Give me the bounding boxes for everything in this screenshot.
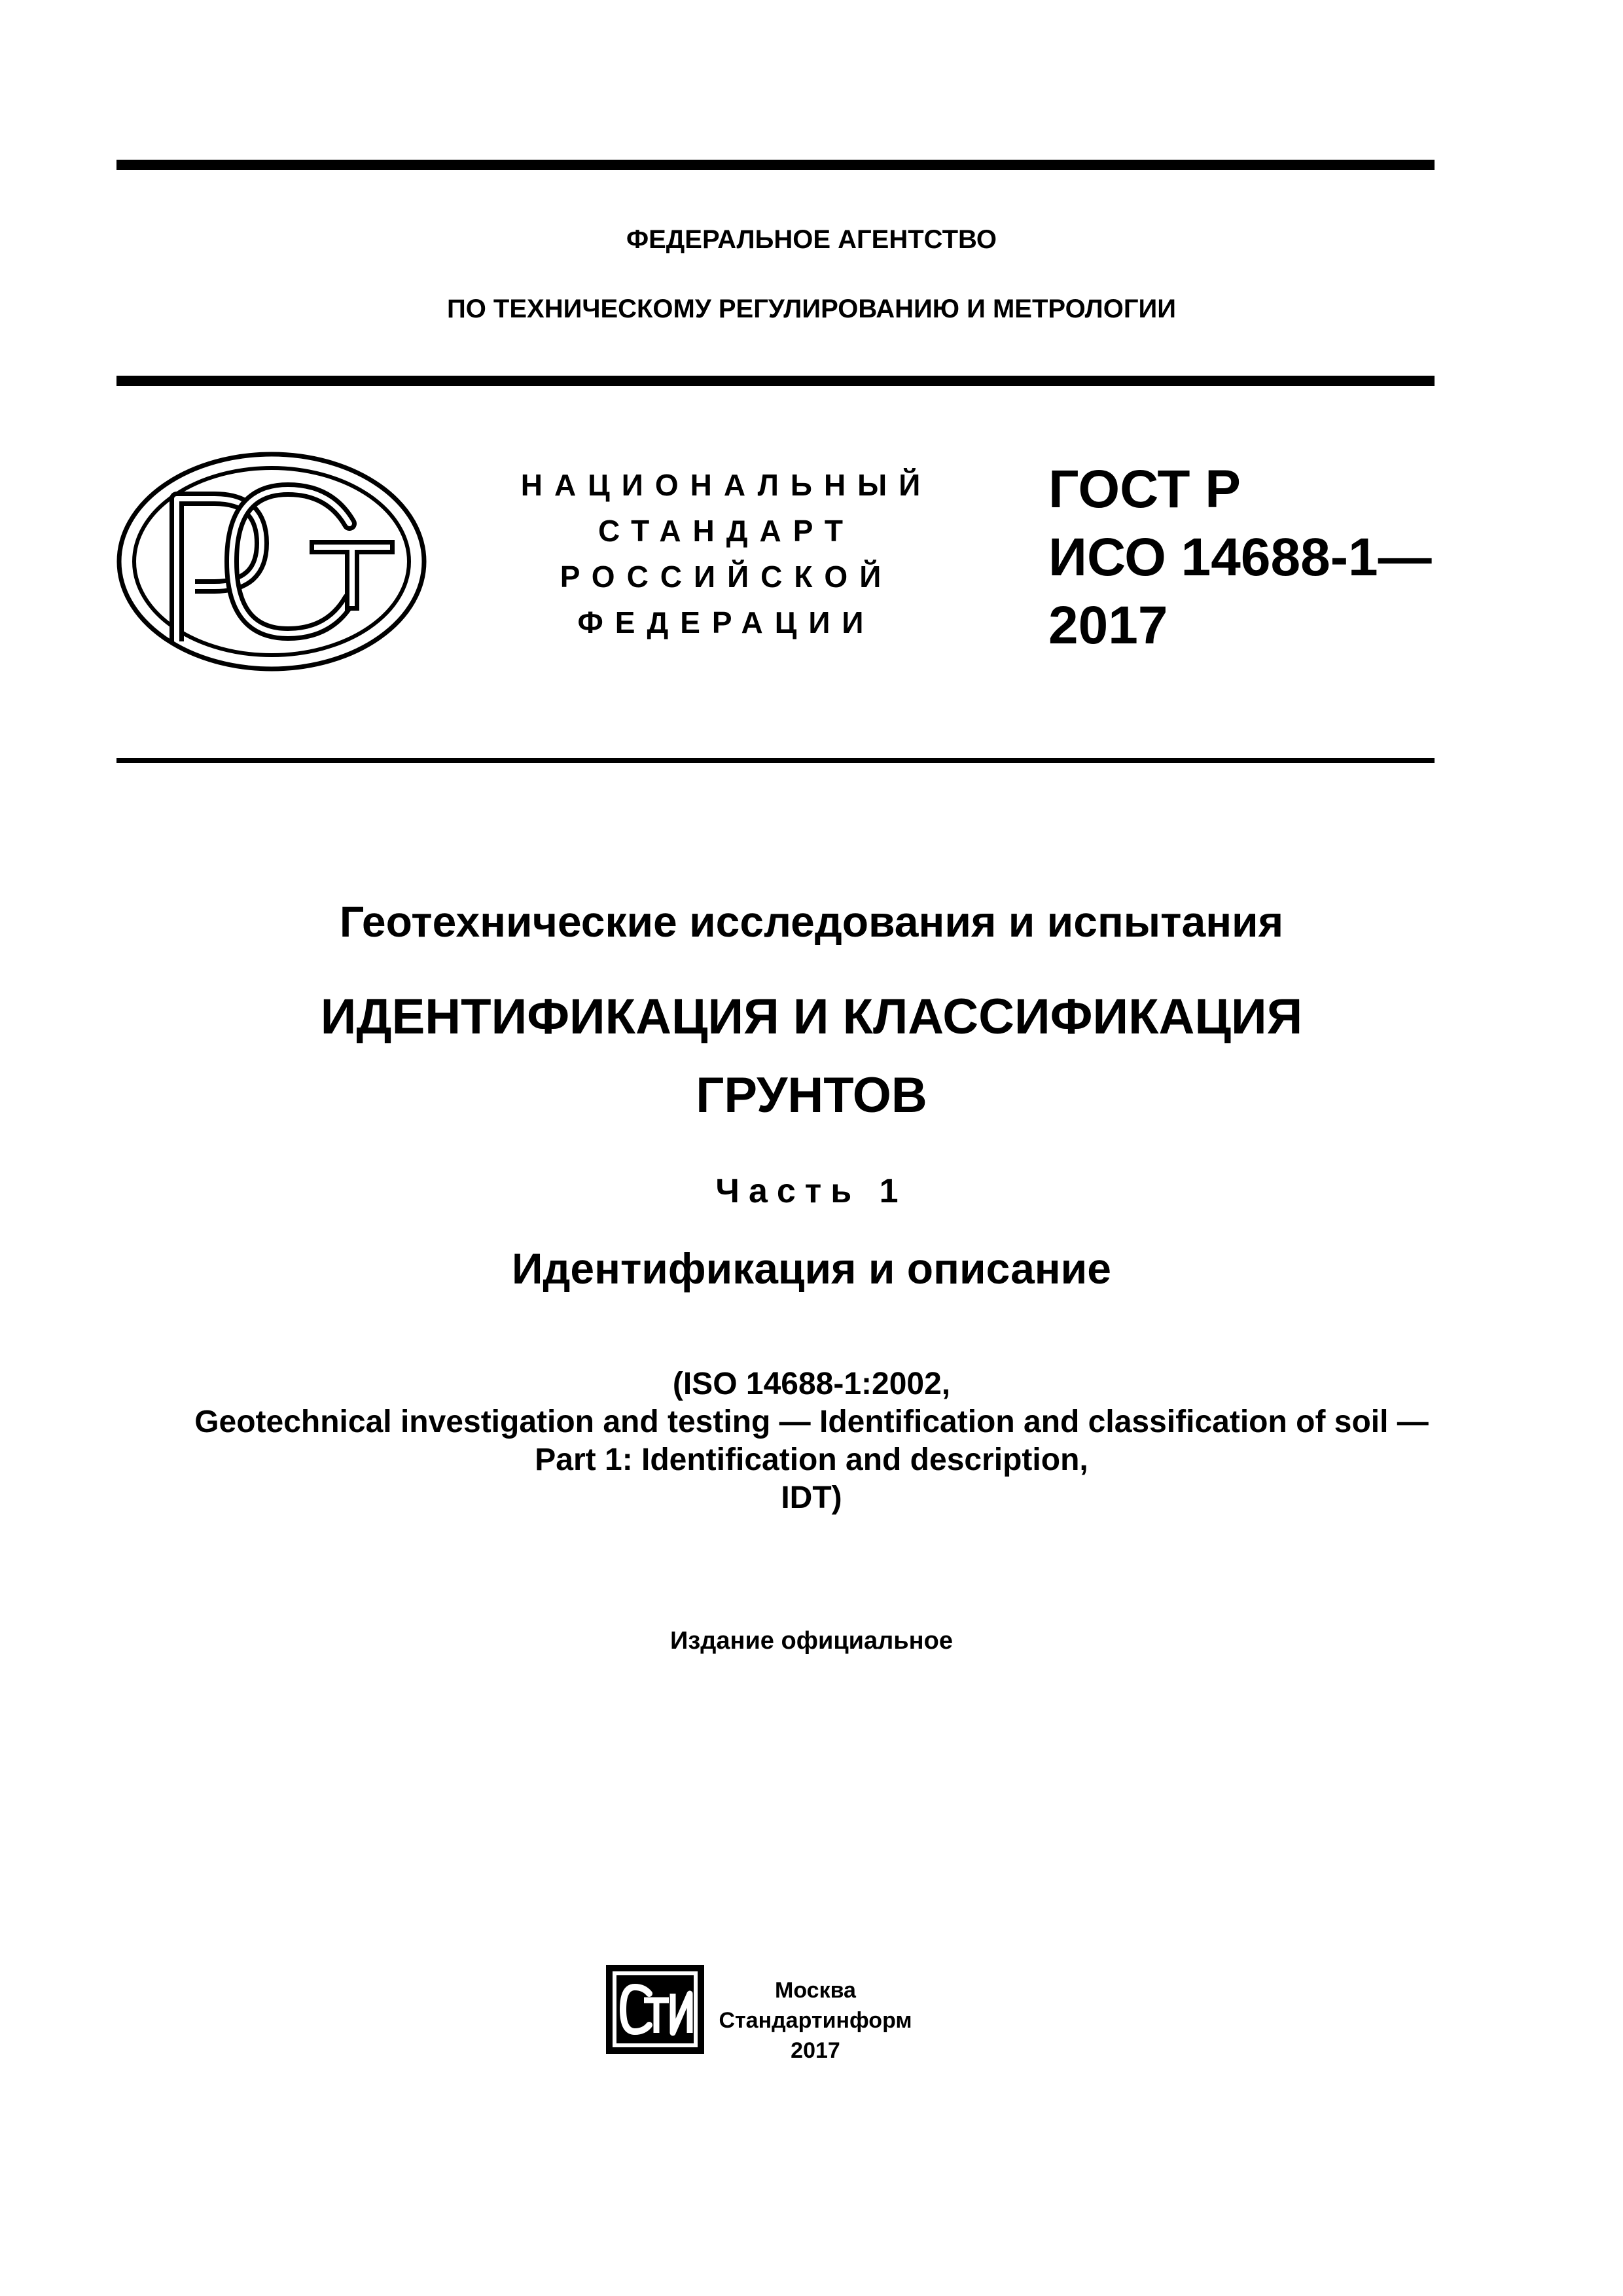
iso-reference-line-1: (ISO 14688-1:2002, (672, 1367, 951, 1401)
agency-name-line-1: ФЕДЕРАЛЬНОЕ АГЕНТСТВО (626, 225, 997, 254)
iso-reference-line-3: Part 1: Identification and description, (535, 1443, 1088, 1477)
publisher-name: Стандартинформ (719, 2008, 912, 2033)
iso-reference (0, 1365, 1623, 1517)
national-standard-line-4: ФЕДЕРАЦИИ (577, 605, 876, 639)
designation-line-3: 2017 (1048, 596, 1168, 655)
publication-year: 2017 (791, 2038, 840, 2063)
national-standard-label (497, 462, 955, 645)
publisher-city: Москва (775, 1978, 856, 2003)
designation-line-1: ГОСТ Р (1048, 459, 1241, 519)
part-number: Часть 1 (715, 1172, 908, 1210)
document-title-line-2: ГРУНТОВ (696, 1067, 927, 1123)
national-standard-line-1: НАЦИОНАЛЬНЫЙ (520, 468, 933, 502)
standartinform-logo-icon (606, 1965, 704, 2054)
iso-reference-line-4: IDT) (781, 1480, 842, 1515)
agency-rule (116, 376, 1435, 386)
document-subject: Геотехнические исследования и испытания (339, 897, 1284, 946)
edition-label: Издание официальное (670, 1627, 953, 1655)
iso-reference-line-2: Geotechnical investigation and testing — Identification and classification of soil — (194, 1405, 1429, 1439)
agency-name-line-2: ПО ТЕХНИЧЕСКОМУ РЕГУЛИРОВАНИЮ И МЕТРОЛОГИИ (446, 295, 1177, 323)
publisher-info (717, 1975, 914, 2066)
part-title: Идентификация и описание (512, 1244, 1111, 1293)
standard-designation (1048, 456, 1432, 660)
top-rule (116, 160, 1435, 170)
national-standard-line-3: РОССИЙСКОЙ (560, 560, 893, 594)
designation-line-2: ИСО 14688-1— (1048, 528, 1432, 587)
header-bottom-rule (116, 758, 1435, 763)
national-standard-line-2: СТАНДАРТ (598, 514, 855, 548)
rst-certification-mark-icon (116, 452, 427, 672)
document-title-line-1: ИДЕНТИФИКАЦИЯ И КЛАССИФИКАЦИЯ (320, 989, 1303, 1045)
